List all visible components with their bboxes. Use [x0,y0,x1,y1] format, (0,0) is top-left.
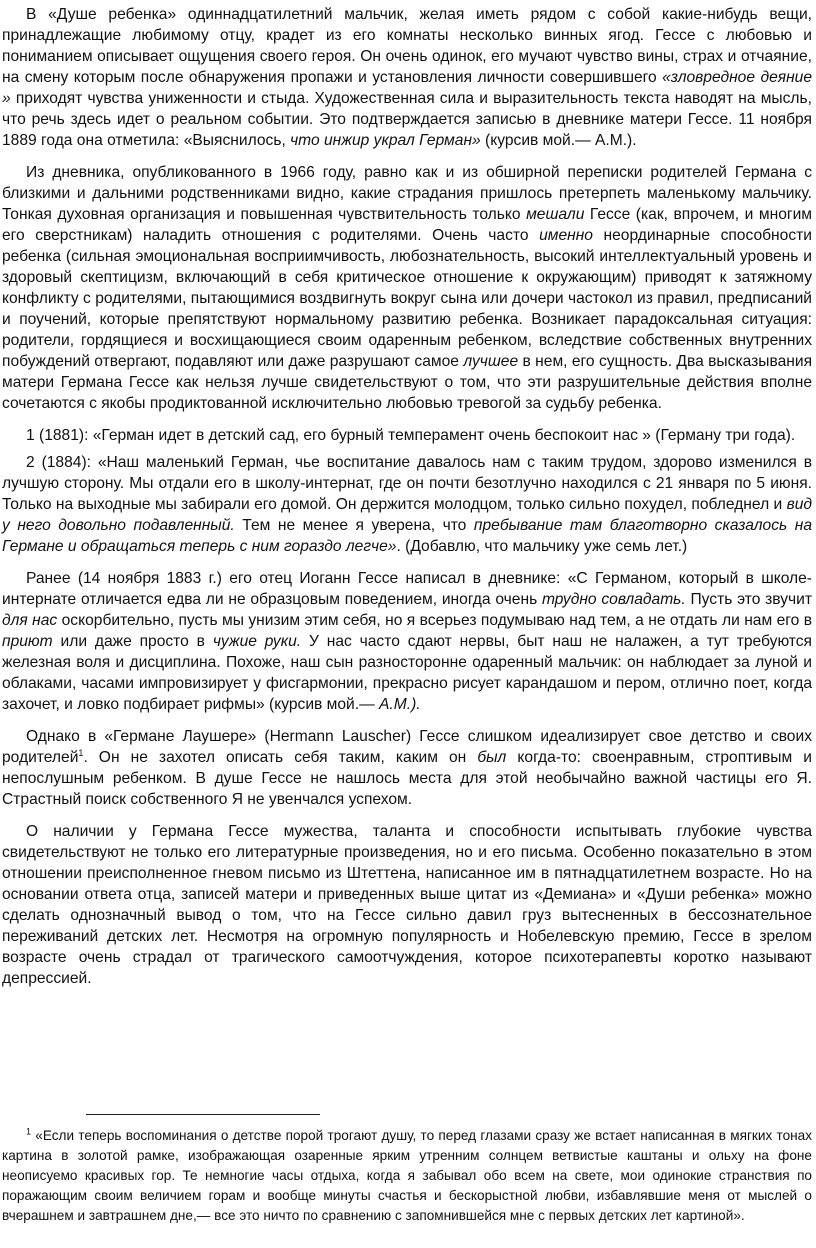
paragraph-3-quote-1881 [2,425,812,446]
body-text [2,4,812,1000]
italic-text: «зловредное деяние » [2,69,813,107]
footnote-text: «Если теперь воспоминания о детстве порой трогают душу, то перед глазами сразу же встает написанная в мягких тонах картина в золотой рамке, изображающая озаренные ярким утренним солнцем ветвистые каштаны и ольху на фоне неописуемо красивых гор. Те немногие часы отдыха, когда я забывал обо всем на свете, мои одинокие странствия по поражающим своим величием горам и вообще минуты счастья и бескорыстной любви, избавлявшие меня от мыслей о вчерашнем и завтрашнем дне,— все это ничто по сравнению с запомнившейся мне с первых детских лет картиной». [2,1128,812,1223]
text-run: Гессе (как, впрочем, и многим его сверстникам) наладить отношения с родителями. Очень часто [2,206,813,244]
text-run: оскорбительно, пусть мы унизим этим себя, но я всерьез подумываю над тем, а не отдать ли нам его в [57,612,812,629]
text-run: приходят чувства униженности и стыда. Художественная сила и выразительность текста наводят на мысль, что речь здесь идет о реальном событии. Это подтверждается записью в дневнике матери Гессе. 11 ноября 1889 года она отметила: «Выяснилось, [2,90,812,149]
text-run: Ранее (14 ноября 1883 г.) его отец Иоганн Гессе написал в дневнике: «С Германом, который в школе-интернате отличается едва ли не образцовым поведением, иногда очень [2,570,812,608]
paragraph-6 [2,726,812,810]
italic-text: что инжир украл Герман» [290,132,481,149]
footnote-marker: 1 [26,1126,32,1137]
italic-text: лучшее [463,353,519,370]
text-run: 1 (1881): «Герман идет в детский сад, его бурный темперамент очень беспокоит нас » (Герману три года). [26,427,796,444]
text-run: неординарные способности ребенка (сильная эмоциональная восприимчивость, любознательность, высокий интеллектуальный уровень и здоровый скептицизм, включающий в себя критическое отношение к окружающим) приводят к затяжному конфликту с родителями, пытающимися воздвигнуть вокруг сына или дочери частокол из правил, предписаний и поучений, которые препятствуют нормальному развитию ребенка. Возникает парадоксальная ситуация: родители, гордящиеся и восхищающиеся своим одаренным ребенком, вследствие собственных внутренних побуждений отвергают, подавляют или даже разрушают самое [2,227,812,370]
text-run: в нем, его сущность. Два высказывания матери Германа Гессе как нельзя лучше свидетельствуют о том, что эти разрушительные действия вполне сочетаются с якобы продиктованной исключительно любовью тревогой за судьбу ребенка. [2,353,813,412]
italic-text: пребывание там благотворно сказалось на Германе и обращаться теперь с ним гораздо легче» [2,517,812,555]
italic-text: чужие руки. [212,633,302,650]
italic-text: был [477,749,507,766]
text-run: . (Добавлю, что мальчику уже семь лет.) [396,538,688,555]
text-run: когда-то: своенравным, строптивым и непослушным ребенком. В душе Гессе не нашлось места для этой необычайно важной частицы его Я. Страстный поиск собственного Я не увенчался успехом. [2,749,812,808]
paragraph-4-quote-1884 [2,452,812,557]
text-run: О наличии у Германа Гессе мужества, таланта и способности испытывать глубокие чувства свидетельствуют не только его литературные произведения, но и его письма. Особенно показательно в этом отношении преисполненное гневом письмо из Штеттена, написанное им в пятнадцатилетнем возрасте. Но на основании ответа отца, записей матери и приведенных выше цитат из «Демиана» и «Души ребенка» можно сделать однозначный вывод о том, что на Гессе сильно давил груз вытесненных в бессознательное переживаний детских лет. Несмотря на огромную популярность и Нобелевскую премию, Гессе в зрелом возрасте очень страдал от трагического самоотчуждения, которое психотерапевты коротко называют депрессией. [2,823,812,987]
text-run: Тем не менее я уверена, что [234,517,474,534]
text-run: Однако в «Германе Лаушере» (Hermann Lauscher) Гессе слишком идеализирует свое детство и своих родителей [2,728,812,766]
italic-text: для нас [2,612,58,629]
italic-text: именно [539,227,593,244]
text-run: В «Душе ребенка» одиннадцатилетний мальчик, желая иметь рядом с собой какие-нибудь вещи, принадлежащие любимому отцу, крадет из его комнаты несколько винных ягод. Гессе с любовью и пониманием описывает ощущения своего героя. Он очень одинок, его мучают чувство вины, страх и отчаяние, на смену которым после обнаружения пропажи и установления личности совершившего [2,6,812,86]
text-run: или даже просто в [52,633,213,650]
text-run: 2 (1884): «Наш маленький Герман, чье воспитание давалось нам с таким трудом, здорово изменился в лучшую сторону. Мы отдали его в школу-интернат, где он почти безотлучно находился с 21 января по 5 июня. Только на выходные мы забирали его домой. Он держится молодцом, только сильно похудел, побледнел и [2,454,812,513]
footnote-reference: 1 [78,747,84,758]
text-run: Из дневника, опубликованного в 1966 году, равно как и из обширной переписки родителей Германа с близкими и дальними родственниками видно, какие страдания пришлось претерпеть маленькому мальчику. Тонкая духовная организация и повышенная чувствительность только [2,164,812,223]
text-run: . Он не захотел описать себя таким, каким он [83,749,478,766]
text-run: У нас часто сдают нервы, быт наш не налажен, а тут требуются железная воля и дисциплина. Похоже, наш сын разносторонне одаренный мальчик: он наблюдает за луной и облаками, часами импровизирует у фисгармонии, прекрасно рисует карандашом и пером, отлично поет, когда захочет, и ловко подбирает рифмы» (курсив мой.— [2,633,812,713]
italic-text: трудно совладать. [541,591,686,608]
italic-text: А.М.). [379,696,421,713]
footnote-divider [86,1114,320,1115]
text-run: Пусть это звучит [685,591,812,608]
paragraph-2 [2,162,812,414]
italic-text: приют [2,633,53,650]
text-run: (курсив мой.— А.М.). [480,132,637,149]
paragraph-7 [2,821,812,989]
italic-text: мешали [526,206,585,223]
italic-text: вид у него довольно подавленный. [2,496,812,534]
paragraph-1 [2,4,812,151]
paragraph-5 [2,568,812,715]
footnote [2,1126,812,1226]
